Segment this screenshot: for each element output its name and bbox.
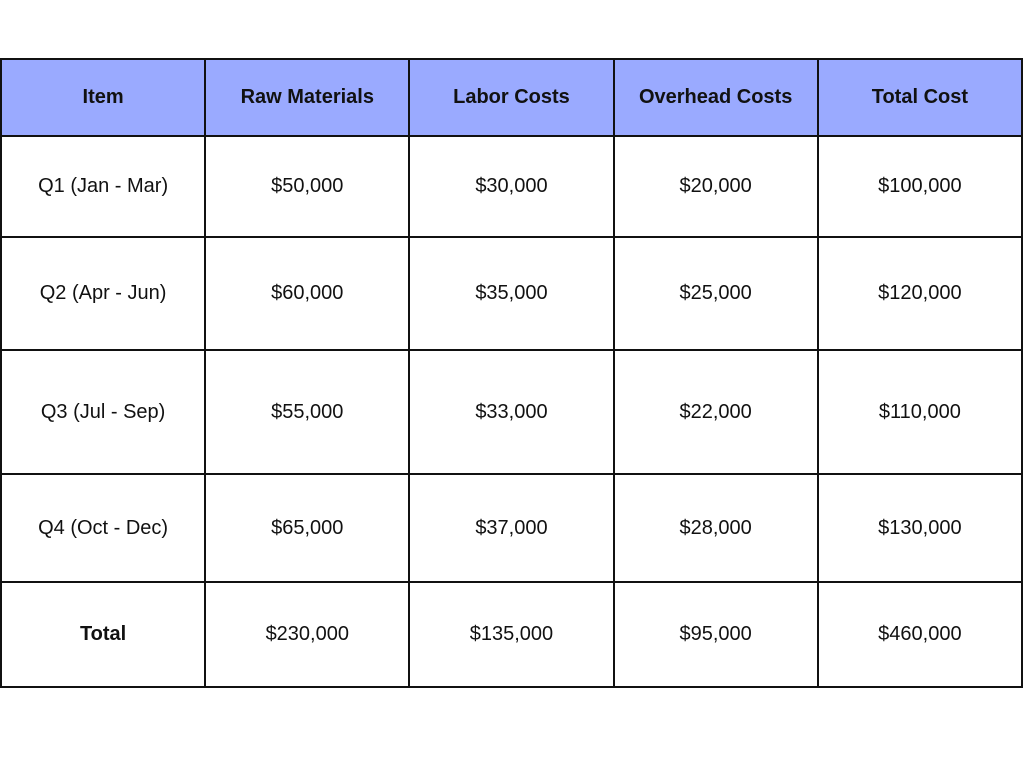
raw-materials-cell: $65,000 bbox=[205, 474, 409, 582]
total-cost-cell: $120,000 bbox=[818, 237, 1022, 350]
raw-materials-cell: $60,000 bbox=[205, 237, 409, 350]
overhead-costs-total-cell: $95,000 bbox=[614, 582, 818, 687]
total-cost-cell: $130,000 bbox=[818, 474, 1022, 582]
header-overhead-costs: Overhead Costs bbox=[614, 59, 818, 136]
overhead-costs-cell: $28,000 bbox=[614, 474, 818, 582]
labor-costs-cell: $33,000 bbox=[409, 350, 613, 474]
labor-costs-cell: $35,000 bbox=[409, 237, 613, 350]
table-header bbox=[1, 59, 1022, 136]
labor-costs-cell: $30,000 bbox=[409, 136, 613, 237]
total-cost-cell: $100,000 bbox=[818, 136, 1022, 237]
row-label: Q3 (Jul - Sep) bbox=[1, 350, 205, 474]
labor-costs-cell: $37,000 bbox=[409, 474, 613, 582]
total-cost-cell: $110,000 bbox=[818, 350, 1022, 474]
overhead-costs-cell: $20,000 bbox=[614, 136, 818, 237]
row-label: Q2 (Apr - Jun) bbox=[1, 237, 205, 350]
table-row bbox=[1, 474, 1022, 582]
overhead-costs-cell: $22,000 bbox=[614, 350, 818, 474]
row-label: Q4 (Oct - Dec) bbox=[1, 474, 205, 582]
row-label-total: Total bbox=[1, 582, 205, 687]
total-row bbox=[1, 582, 1022, 687]
row-label: Q1 (Jan - Mar) bbox=[1, 136, 205, 237]
raw-materials-cell: $55,000 bbox=[205, 350, 409, 474]
header-labor-costs: Labor Costs bbox=[409, 59, 613, 136]
header-row bbox=[1, 59, 1022, 136]
header-total-cost: Total Cost bbox=[818, 59, 1022, 136]
table-row bbox=[1, 136, 1022, 237]
overhead-costs-cell: $25,000 bbox=[614, 237, 818, 350]
table-row bbox=[1, 350, 1022, 474]
table-row bbox=[1, 237, 1022, 350]
grand-total-cell: $460,000 bbox=[818, 582, 1022, 687]
labor-costs-total-cell: $135,000 bbox=[409, 582, 613, 687]
table-body bbox=[1, 136, 1022, 687]
raw-materials-cell: $50,000 bbox=[205, 136, 409, 237]
raw-materials-total-cell: $230,000 bbox=[205, 582, 409, 687]
cost-table bbox=[0, 58, 1023, 688]
header-raw-materials: Raw Materials bbox=[205, 59, 409, 136]
header-item: Item bbox=[1, 59, 205, 136]
